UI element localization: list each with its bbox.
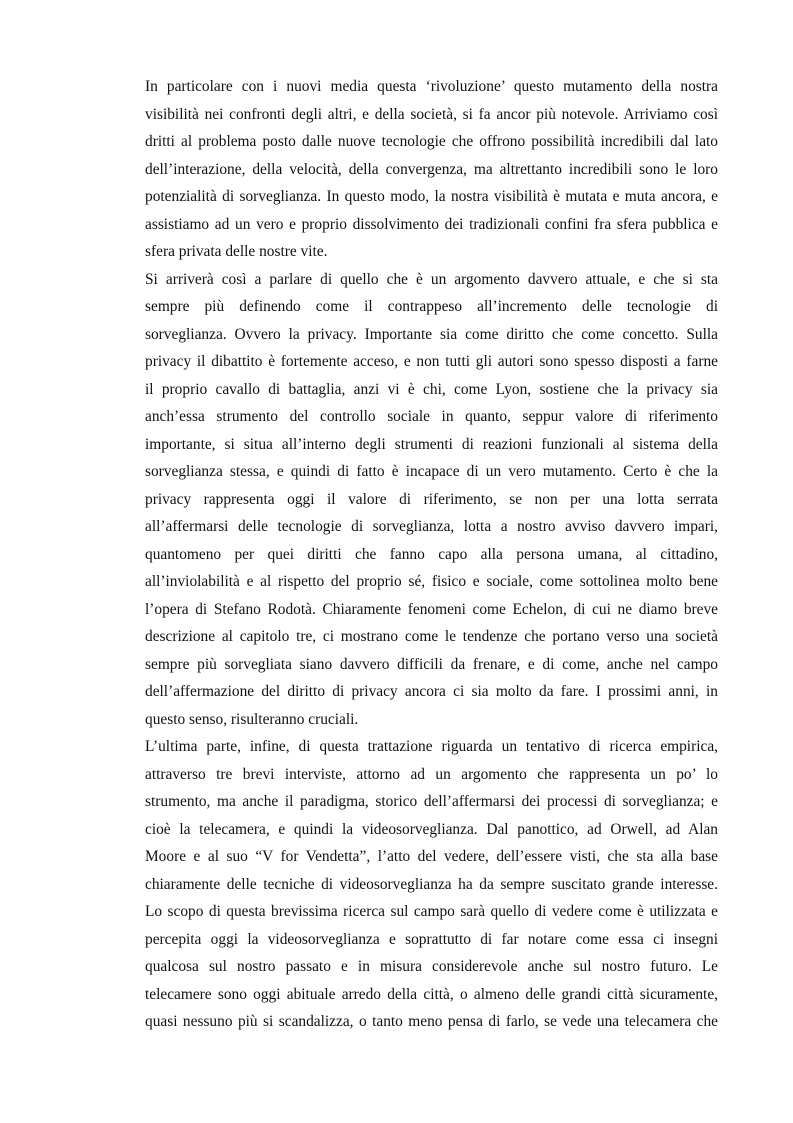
text-line: sorveglianza stessa, e quindi di fatto è incapace di un vero mutamento. Certo è che la bbox=[145, 463, 718, 480]
text-line: visibilità nei confronti degli altri, e della società, si fa ancor più notevole. Arriviamo così bbox=[145, 105, 718, 123]
text-line: privacy il dibattito è fortemente acceso, e non tutti gli autori sono spesso disposti a farne bbox=[145, 353, 718, 370]
text-line: questo senso, risulteranno cruciali. bbox=[145, 710, 359, 728]
text-line: quasi nessuno più si scandalizza, o tanto meno pensa di farlo, se vede una telecamera che bbox=[145, 1013, 718, 1030]
text-line: privacy rappresenta oggi il valore di riferimento, se non per una lotta serrata bbox=[145, 490, 718, 508]
text-line: sfera privata delle nostre vite. bbox=[145, 243, 328, 260]
paragraph bbox=[145, 73, 718, 266]
text-line: percepita oggi la videosorveglianza e soprattutto di far notare come essa ci insegni bbox=[145, 930, 718, 948]
paragraph bbox=[145, 733, 718, 1036]
text-line: Si arriverà così a parlare di quello che è un argomento davvero attuale, e che si sta bbox=[145, 270, 718, 288]
text-line: telecamere sono oggi abituale arredo della città, o almeno delle grandi città sicuramente, bbox=[145, 985, 718, 1003]
text-line: qualcosa sul nostro passato e in misura considerevole anche sul nostro futuro. Le bbox=[145, 958, 718, 975]
text-line: assistiamo ad un vero e proprio dissolvimento dei tradizionali confini fra sfera pubblica e bbox=[145, 215, 718, 233]
text-line: il proprio cavallo di battaglia, anzi vi è chi, come Lyon, sostiene che la privacy sia bbox=[145, 380, 718, 398]
text-line: dritti al problema posto dalle nuove tecnologie che offrono possibilità incredibili dal lato bbox=[145, 133, 718, 150]
text-line: potenzialità di sorveglianza. In questo modo, la nostra visibilità è mutata e muta ancora, e bbox=[145, 188, 718, 205]
text-line: all’inviolabilità e al rispetto del proprio sé, fisico e sociale, come sottolinea molto bene bbox=[145, 573, 718, 590]
text-line: dell’interazione, della velocità, della convergenza, ma altrettanto incredibili sono le loro bbox=[145, 160, 718, 178]
text-line: dell’affermazione del diritto di privacy ancora ci sia molto da fare. I prossimi anni, in bbox=[145, 683, 718, 700]
text-line: In particolare con i nuovi media questa ‘rivoluzione’ questo mutamento della nostra bbox=[145, 78, 718, 95]
text-line: Moore e al suo “V for Vendetta”, l’atto del vedere, dell’essere visti, che sta alla base bbox=[145, 848, 718, 865]
document-page bbox=[145, 73, 718, 1036]
text-line: importante, si situa all’interno degli strumenti di reazioni funzionali al sistema della bbox=[145, 435, 718, 453]
text-line: all’affermarsi delle tecnologie di sorveglianza, lotta a nostro avviso davvero impari, bbox=[145, 518, 718, 535]
text-line: sorveglianza. Ovvero la privacy. Importante sia come diritto che come concetto. Sulla bbox=[145, 325, 718, 343]
text-line: quantomeno per quei diritti che fanno capo alla persona umana, al cittadino, bbox=[145, 545, 718, 563]
text-line: l’opera di Stefano Rodotà. Chiaramente fenomeni come Echelon, di cui ne diamo breve bbox=[145, 600, 718, 618]
text-line: cioè la telecamera, e quindi la videosorveglianza. Dal panottico, ad Orwell, ad Alan bbox=[145, 820, 718, 838]
text-line: chiaramente delle tecniche di videosorveglianza ha da sempre suscitato grande interesse. bbox=[145, 875, 718, 893]
text-line: Lo scopo di questa brevissima ricerca sul campo sarà quello di vedere come è utilizzata e bbox=[145, 903, 718, 920]
text-line: descrizione al capitolo tre, ci mostrano come le tendenze che portano verso una società bbox=[145, 628, 718, 645]
text-line: strumento, ma anche il paradigma, storico dell’affermarsi dei processi di sorveglianza; e bbox=[145, 793, 718, 810]
text-line: sempre più definendo come il contrappeso all’incremento delle tecnologie di bbox=[145, 298, 718, 315]
paragraph bbox=[145, 266, 718, 734]
text-line: attraverso tre brevi interviste, attorno ad un argomento che rappresenta un po’ lo bbox=[145, 765, 718, 783]
text-line: L’ultima parte, infine, di questa trattazione riguarda un tentativo di ricerca empirica, bbox=[145, 738, 718, 755]
text-line: anch’essa strumento del controllo sociale in quanto, seppur valore di riferimento bbox=[145, 408, 718, 425]
text-line: sempre più sorvegliata siano davvero difficili da frenare, e di come, anche nel campo bbox=[145, 655, 718, 673]
